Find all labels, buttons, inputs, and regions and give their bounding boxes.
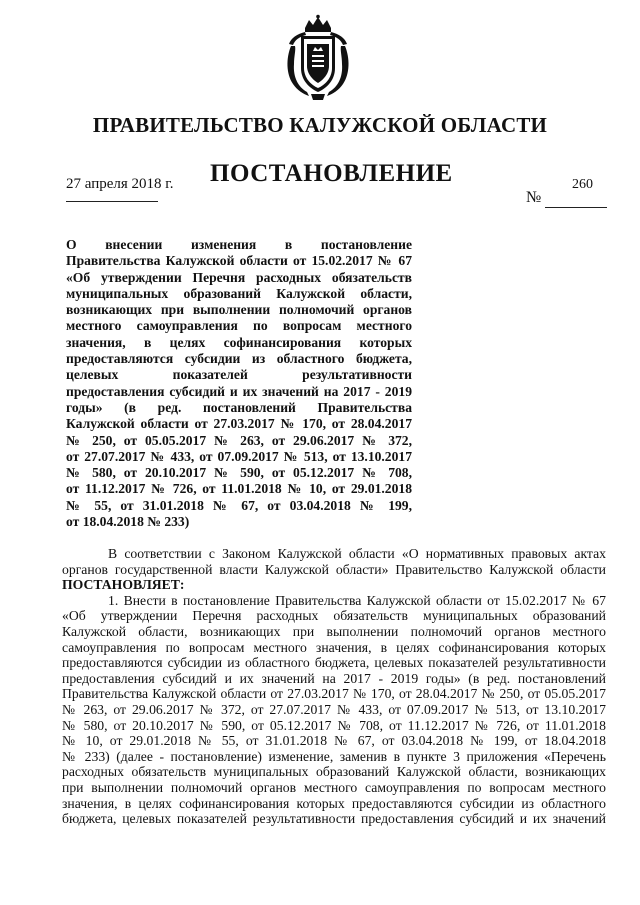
preamble-line: органов государственной власти Калужской области» Правительство Калужской области (62, 561, 606, 577)
title-line: предоставляются субсидии из областного бюджета, (66, 351, 412, 367)
item-line: Калужской области, возникающих при выполнении полномочий органов местного (62, 623, 606, 639)
title-line: Калужской области от 27.03.2017 № 170, от 28.04.2017 (66, 416, 412, 432)
title-line: возникающих при выполнении полномочий органов (66, 302, 412, 318)
title-line: от 18.04.2018 № 233) (66, 514, 190, 530)
item-line: при выполнении полномочий органов местного самоуправления по вопросам местного (62, 779, 606, 795)
item-line: 1. Внести в постановление Правительства Калужской области от 15.02.2017 № 67 (108, 592, 606, 608)
title-line: от 27.07.2017 № 433, от 07.09.2017 № 513, от 13.10.2017 (66, 448, 412, 464)
title-line: целевых показателей результативности (66, 367, 412, 383)
title-line: годы» (в ред. постановлений Правительства (66, 399, 412, 415)
item-line: расходных обязательств муниципальных образований Калужской области, возникающих (62, 764, 606, 780)
title-line: № 580, от 20.10.2017 № 590, от 05.12.2017 № 708, (66, 465, 412, 481)
title-line: предоставления субсидий и их значений на 2017 - 2019 (66, 383, 412, 399)
item-line: № 580, от 20.10.2017 № 590, от 05.12.2017 № 708, от 11.12.2017 № 726, от 11.01.2018 (62, 717, 606, 733)
number-sign: № (526, 189, 542, 206)
item-line: предоставляются субсидии из областного бюджета, целевых показателей результативности (62, 655, 606, 671)
document-type: ПОСТАНОВЛЕНИЕ (210, 160, 453, 187)
item-line: Правительства Калужской области от 27.03.2017 № 170, от 28.04.2017 № 250, от 05.05.2017 (62, 686, 606, 702)
item-line: № 263, от 29.06.2017 № 372, от 27.07.2017 № 433, от 07.09.2017 № 513, от 13.10.2017 (62, 701, 606, 717)
item-line: предоставления субсидий и их значений на 2017 - 2019 годы» (в ред. постановлений (62, 670, 606, 686)
date-underline (66, 201, 158, 202)
preamble-line: В соответствии с Законом Калужской области «О нормативных правовых актах (108, 546, 606, 561)
decree-word: ПОСТАНОВЛЯЕТ: (62, 577, 185, 593)
document-number: 260 (572, 177, 593, 192)
organization-name: ПРАВИТЕЛЬСТВО КАЛУЖСКОЙ ОБЛАСТИ (92, 113, 548, 137)
title-line: Правительства Калужской области от 15.02.2017 № 67 (66, 253, 412, 269)
document-date: 27 апреля 2018 г. (66, 176, 174, 192)
title-line: № 250, от 05.05.2017 № 263, от 29.06.2017 № 372, (66, 432, 412, 448)
item-line: № 10, от 29.01.2018 № 55, от 31.01.2018 № 67, от 03.04.2018 № 199, от 18.04.2018 (62, 733, 606, 749)
coat-of-arms-icon (283, 14, 353, 102)
number-underline (545, 207, 607, 208)
item-line: «Об утверждении Перечня расходных обязательств муниципальных образований (62, 608, 606, 624)
title-line: местного самоуправления по вопросам местного (66, 318, 412, 334)
item-line: значения, в целях софинансирования которых предоставляются субсидии из областного (62, 795, 606, 811)
title-line: О внесении изменения в постановление (66, 237, 412, 252)
title-line: от 11.12.2017 № 726, от 11.01.2018 № 10, от 29.01.2018 (66, 481, 412, 497)
item-line: № 233) (далее - постановление) изменение, заменив в пункте 3 приложения «Перечень (62, 748, 606, 764)
title-line: «Об утверждении Перечня расходных обязательств (66, 269, 412, 285)
title-line: № 55, от 31.01.2018 № 67, от 03.04.2018 № 199, (66, 497, 412, 513)
item-line: самоуправления по вопросам местного значения, в целях софинансирования которых (62, 639, 606, 655)
document-title (66, 237, 412, 530)
title-line: муниципальных образований Калужской области, (66, 285, 412, 301)
title-line: значения, в целях софинансирования которых (66, 334, 412, 350)
item-line: бюджета, целевых показателей результативности предоставления субсидий и их значений (62, 811, 606, 827)
document-body (62, 546, 606, 827)
